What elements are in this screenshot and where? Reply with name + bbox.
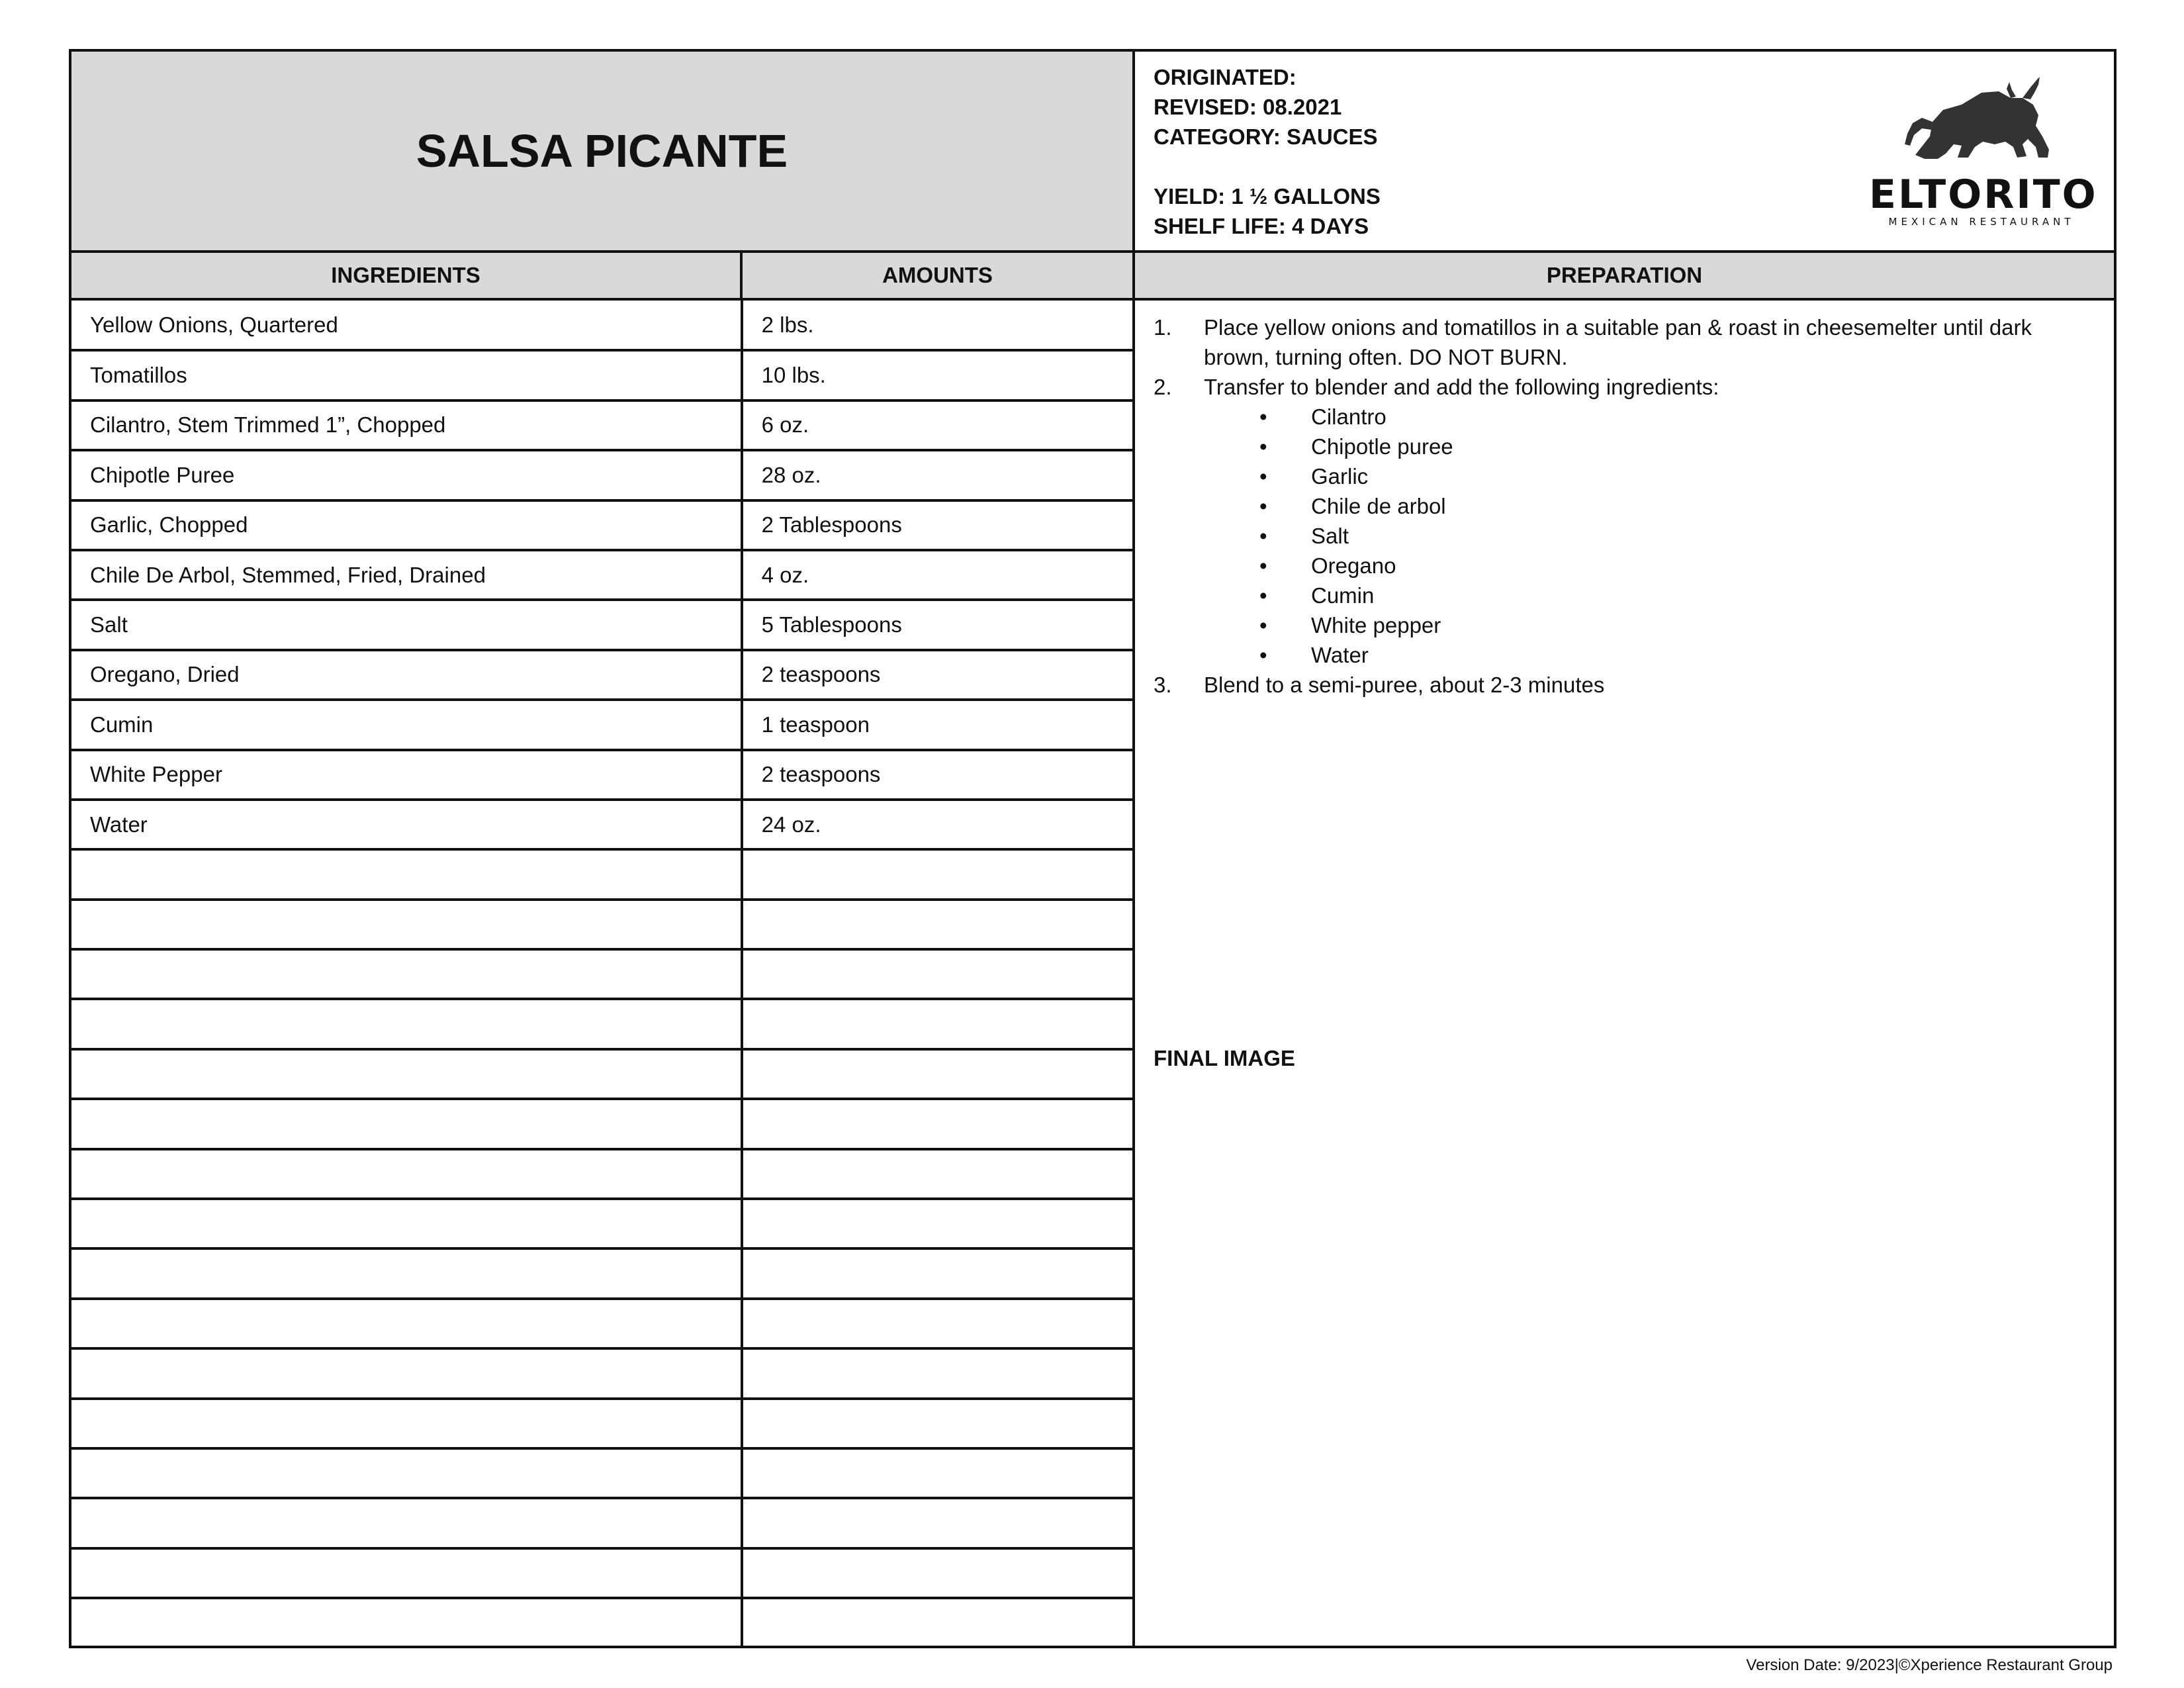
bullet-glyph: • <box>1259 434 1267 459</box>
logo-subtitle: MEXICAN RESTAURANT <box>1888 216 2075 228</box>
ingredient-amount-cell <box>742 999 1134 1049</box>
ingredient-name-cell: Cilantro, Stem Trimmed 1”, Chopped <box>71 400 742 450</box>
category-line: CATEGORY: SAUCES <box>1154 124 1378 149</box>
bullet-text: Oregano <box>1311 553 1396 578</box>
preparation-header: PREPARATION <box>1546 263 1703 287</box>
table-row <box>71 450 1134 500</box>
list-item <box>1204 551 2093 581</box>
ingredient-bullet-list <box>1204 402 2093 670</box>
ingredient-name-cell: Cumin <box>71 700 742 749</box>
ingredient-name-cell: Yellow Onions, Quartered <box>71 301 742 350</box>
list-item <box>1204 521 2093 551</box>
step-number: 3. <box>1154 673 1172 697</box>
ingredient-name-cell <box>71 1548 742 1598</box>
recipe-card <box>69 49 2116 1648</box>
ingredient-amount-cell <box>742 1099 1134 1149</box>
step-text: Blend to a semi-puree, about 2-3 minutes <box>1204 673 1605 697</box>
step-text: Place yellow onions and tomatillos in a suitable pan & roast in cheesemelter until dark brown, turning often. DO NOT BURN. <box>1204 315 2032 369</box>
ingredient-amount-cell: 4 oz. <box>742 550 1134 600</box>
ingredient-amount-cell: 6 oz. <box>742 400 1134 450</box>
shelf-life-line: SHELF LIFE: 4 DAYS <box>1154 214 1369 238</box>
ingredient-amount-cell <box>742 1348 1134 1398</box>
ingredient-name-cell: Tomatillos <box>71 350 742 400</box>
ingredient-amount-cell: 24 oz. <box>742 800 1134 849</box>
bullet-text: Water <box>1311 643 1369 667</box>
bullet-glyph: • <box>1259 643 1267 667</box>
list-item <box>1204 402 2093 432</box>
table-row <box>71 1548 1134 1598</box>
ingredient-name-cell <box>71 1299 742 1348</box>
ingredient-name-cell <box>71 849 742 899</box>
ingredient-name-cell: Garlic, Chopped <box>71 500 742 550</box>
ingredients-table-body <box>71 301 1134 1648</box>
bullet-text: Cilantro <box>1311 404 1387 429</box>
table-row <box>71 1199 1134 1248</box>
bullet-text: Cumin <box>1311 583 1375 608</box>
table-row <box>71 1399 1134 1448</box>
ingredient-amount-cell <box>742 1299 1134 1348</box>
ingredient-name-cell <box>71 1099 742 1149</box>
revised-line: REVISED: 08.2021 <box>1154 95 1342 119</box>
preparation-section <box>1135 301 2114 1646</box>
table-row <box>71 1598 1134 1648</box>
table-row <box>71 949 1134 999</box>
meta-cell <box>1135 52 2116 250</box>
prep-step <box>1154 372 2093 670</box>
ingredient-name-cell <box>71 999 742 1049</box>
ingredient-name-cell: Chile De Arbol, Stemmed, Fried, Drained <box>71 550 742 600</box>
table-row <box>71 1448 1134 1498</box>
ingredient-amount-cell <box>742 1598 1134 1648</box>
ingredient-name-cell: Oregano, Dried <box>71 650 742 700</box>
bullet-glyph: • <box>1259 553 1267 578</box>
table-row <box>71 650 1134 700</box>
bullet-text: White pepper <box>1311 613 1441 637</box>
table-row <box>71 1149 1134 1199</box>
version-footer: Version Date: 9/2023|©Xperience Restaurant Group <box>1746 1656 2113 1674</box>
prep-step <box>1154 670 2093 700</box>
ingredient-name-cell <box>71 1348 742 1398</box>
ingredient-amount-cell <box>742 1498 1134 1548</box>
title-cell <box>71 52 1135 250</box>
table-row <box>71 1248 1134 1298</box>
ingredient-amount-cell: 5 Tablespoons <box>742 600 1134 649</box>
bullet-text: Garlic <box>1311 464 1369 489</box>
ingredient-amount-cell: 10 lbs. <box>742 350 1134 400</box>
bullet-glyph: • <box>1259 583 1267 608</box>
bullet-text: Chile de arbol <box>1311 494 1446 518</box>
ingredient-name-cell <box>71 1199 742 1248</box>
logo-wordmark: ELTORITO <box>1869 171 2098 218</box>
originated-line: ORIGINATED: <box>1154 65 1297 89</box>
table-row <box>71 550 1134 600</box>
ingredient-amount-cell <box>742 1248 1134 1298</box>
table-row <box>71 600 1134 649</box>
final-image-label: FINAL IMAGE <box>1154 1046 1295 1070</box>
ingredient-amount-cell <box>742 849 1134 899</box>
table-row <box>71 1498 1134 1548</box>
ingredient-amount-cell: 1 teaspoon <box>742 700 1134 749</box>
list-item <box>1204 610 2093 640</box>
ingredient-amount-cell <box>742 1199 1134 1248</box>
ingredient-name-cell: Water <box>71 800 742 849</box>
bullet-text: Salt <box>1311 524 1349 548</box>
table-row <box>71 1348 1134 1398</box>
column-header-band <box>71 250 2114 301</box>
ingredient-name-cell <box>71 1598 742 1648</box>
meta-lines <box>1154 62 1381 241</box>
el-torito-logo <box>1869 75 2098 228</box>
list-item <box>1204 461 2093 491</box>
ingredient-name-cell: White Pepper <box>71 750 742 800</box>
ingredient-amount-cell <box>742 900 1134 949</box>
table-row <box>71 900 1134 949</box>
table-row <box>71 350 1134 400</box>
ingredient-name-cell <box>71 949 742 999</box>
table-row <box>71 301 1134 350</box>
ingredient-amount-cell: 28 oz. <box>742 450 1134 500</box>
table-row <box>71 849 1134 899</box>
ingredient-name-cell: Chipotle Puree <box>71 450 742 500</box>
table-row <box>71 500 1134 550</box>
table-row <box>71 1299 1134 1348</box>
meta-spacer <box>1154 152 1381 181</box>
amounts-header: AMOUNTS <box>743 253 1135 298</box>
bullet-glyph: • <box>1259 494 1267 518</box>
ingredient-name-cell <box>71 1149 742 1199</box>
bullet-glyph: • <box>1259 464 1267 489</box>
ingredients-header: INGREDIENTS <box>71 253 743 298</box>
step-number: 1. <box>1154 315 1172 340</box>
ingredient-amount-cell <box>742 1448 1134 1498</box>
ingredient-amount-cell <box>742 1049 1134 1099</box>
table-row <box>71 400 1134 450</box>
ingredient-amount-cell <box>742 1548 1134 1598</box>
ingredient-name-cell <box>71 1248 742 1298</box>
ingredients-table <box>71 301 1135 1648</box>
prep-step <box>1154 312 2093 372</box>
ingredient-name-cell <box>71 1399 742 1448</box>
yield-line: YIELD: 1 ½ GALLONS <box>1154 184 1381 209</box>
list-item <box>1204 640 2093 670</box>
table-row <box>71 1099 1134 1149</box>
bullet-glyph: • <box>1259 524 1267 548</box>
bullet-text: Chipotle puree <box>1311 434 1453 459</box>
ingredient-name-cell: Salt <box>71 600 742 649</box>
list-item <box>1204 581 2093 610</box>
recipe-title: SALSA PICANTE <box>416 125 788 177</box>
ingredient-name-cell <box>71 1448 742 1498</box>
ingredient-amount-cell: 2 teaspoons <box>742 750 1134 800</box>
ingredient-amount-cell <box>742 1399 1134 1448</box>
table-row <box>71 800 1134 849</box>
step-number: 2. <box>1154 375 1172 399</box>
step-text: Transfer to blender and add the following ingredients: <box>1204 375 1719 399</box>
table-row <box>71 750 1134 800</box>
table-row <box>71 700 1134 749</box>
bull-icon <box>1869 75 2094 175</box>
ingredient-amount-cell: 2 Tablespoons <box>742 500 1134 550</box>
list-item <box>1204 491 2093 521</box>
ingredient-amount-cell: 2 teaspoons <box>742 650 1134 700</box>
list-item <box>1204 432 2093 461</box>
table-row <box>71 1049 1134 1099</box>
ingredient-name-cell <box>71 900 742 949</box>
ingredient-name-cell <box>71 1498 742 1548</box>
bullet-glyph: • <box>1259 404 1267 429</box>
table-row <box>71 999 1134 1049</box>
ingredient-name-cell <box>71 1049 742 1099</box>
ingredient-amount-cell <box>742 1149 1134 1199</box>
ingredient-amount-cell <box>742 949 1134 999</box>
preparation-steps <box>1154 312 2093 700</box>
ingredient-amount-cell: 2 lbs. <box>742 301 1134 350</box>
bullet-glyph: • <box>1259 613 1267 637</box>
